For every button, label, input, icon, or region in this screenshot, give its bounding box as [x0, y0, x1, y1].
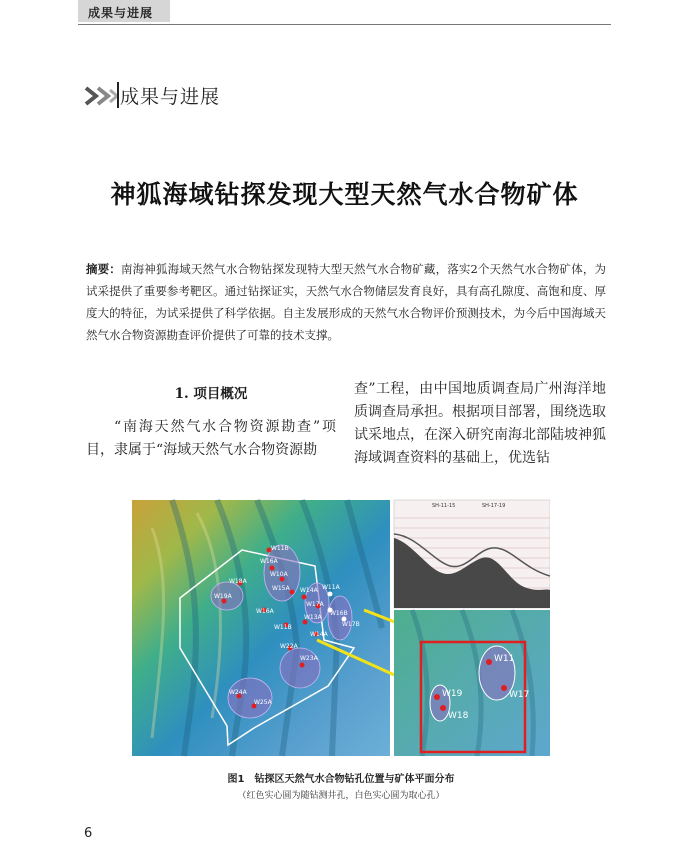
abstract [86, 258, 606, 346]
page-number: 6 [84, 826, 93, 841]
body-text-right: 查”工程，由中国地质调查局广州海洋地质调查局承担。根据项目部署，围绕选取试采地点，在深入研究南海北部陆坡神狐海域调查资料的基础上，优选钻 [354, 381, 606, 466]
column-left [86, 378, 336, 462]
map-label: W11 [494, 654, 515, 664]
map-label: W16A [256, 608, 274, 615]
map-label: W16A [260, 558, 278, 565]
map-label: W11A [322, 584, 340, 591]
map-label: W17A [306, 601, 324, 608]
map-label: W11B [271, 545, 289, 552]
column-right [354, 378, 606, 470]
section-tag-bar [117, 82, 119, 108]
abstract-text: 南海神狐海域天然气水合物钻探发现特大型天然气水合物矿藏，落实2个天然气水合物矿体，为试采提供了重要参考靶区。通过钻探证实，天然气水合物储层发育良好，具有高孔隙度、高饱和度、厚度大的特征，为试采提供了科学依据。自主发展形成的天然气水合物评价预测技术，为今后中国海域天然气水合物资源勘查评价提供了可靠的技术支撑。 [86, 262, 607, 342]
map-label: W10A [270, 571, 288, 578]
running-header [78, 0, 611, 26]
map-label: W11B [274, 624, 292, 631]
map-label: W16B [330, 610, 348, 617]
map-label: W18A [229, 578, 247, 585]
map-label: W19A [214, 593, 232, 600]
map-label: W23A [300, 655, 318, 662]
running-header-rule [78, 24, 611, 25]
map-label: W17 [509, 690, 530, 700]
section-tag: 成果与进展 [120, 86, 221, 108]
figure-subcaption: （红色实心圆为随钻测井孔，白色实心圆为取心孔） [237, 791, 445, 801]
running-header-text: 成果与进展 [88, 6, 154, 20]
bathymetry-map [132, 500, 390, 756]
map-label: W14A [310, 631, 328, 638]
map-label: W14A [300, 587, 318, 594]
seismic-label: SH-17-19 [482, 503, 506, 509]
article-title: 神狐海域钻探发现大型天然气水合物矿体 [110, 180, 579, 209]
map-label: W25A [254, 699, 272, 706]
zoom-inset [394, 610, 550, 756]
seismic-label: SH-11-15 [432, 503, 456, 509]
body-text-left: “南海天然气水合物资源勘查”项目，隶属于“海域天然气水合物资源勘 [86, 419, 336, 458]
seismic-profile-inset [394, 500, 550, 608]
figure-caption: 图1 钻探区天然气水合物钻孔位置与矿体平面分布 [227, 774, 455, 785]
map-label: W13A [304, 614, 322, 621]
abstract-label: 摘要： [86, 262, 121, 276]
map-label: W17B [342, 621, 360, 628]
map-label: W18 [448, 711, 469, 721]
map-label: W19 [442, 689, 463, 699]
map-label: W22A [280, 643, 298, 650]
map-label: W24A [229, 689, 247, 696]
section-heading: 1. 项目概况 [174, 386, 248, 402]
map-label: W15A [272, 585, 290, 592]
figure-map [132, 498, 550, 758]
